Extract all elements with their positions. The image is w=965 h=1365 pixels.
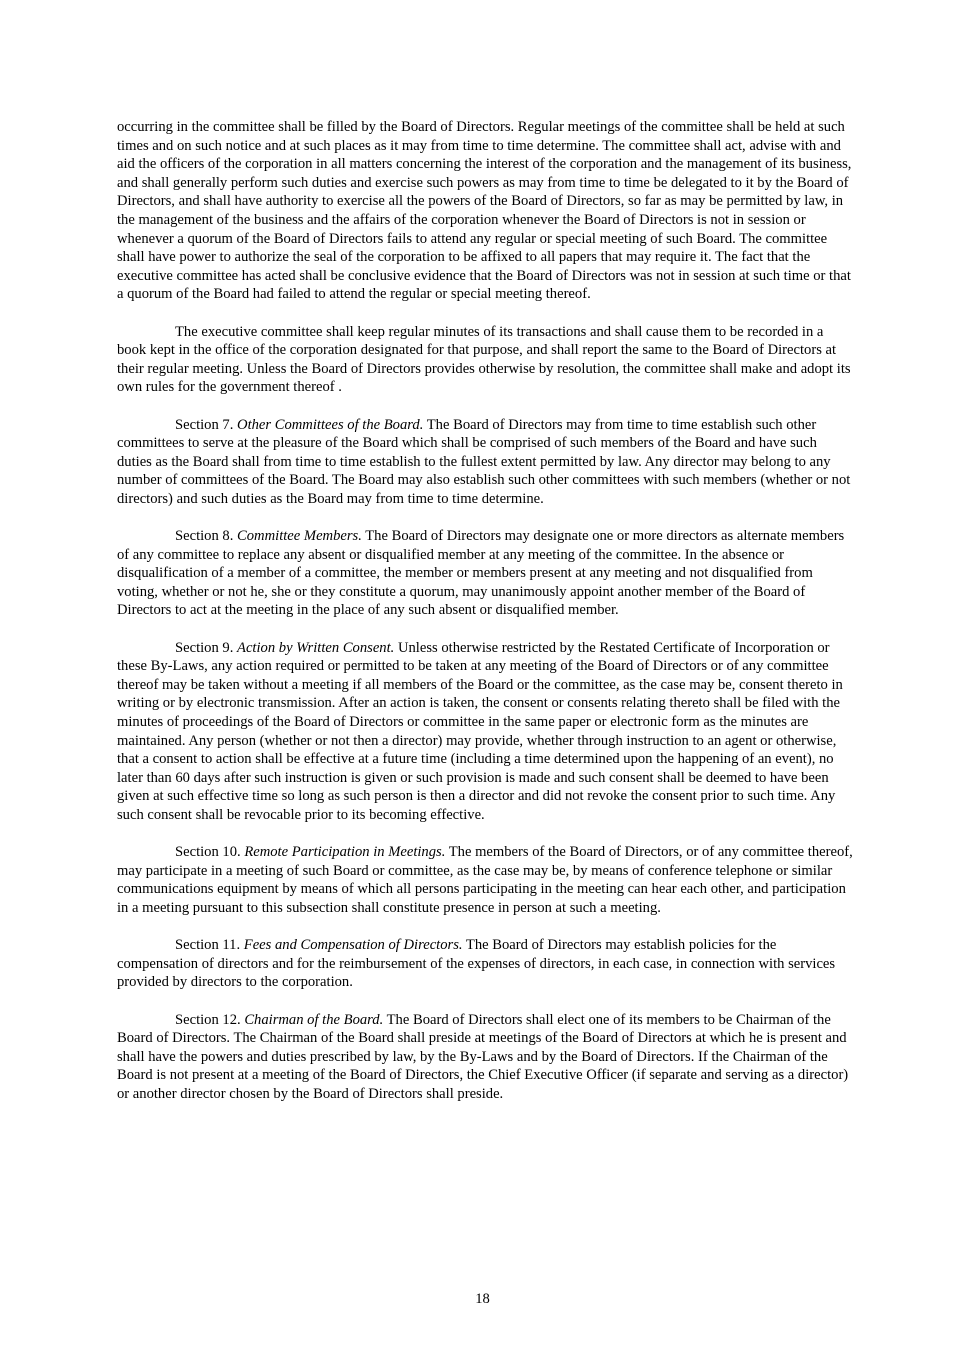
section-number: Section 12. <box>175 1011 245 1028</box>
section-10-remote-participation <box>117 843 855 917</box>
paragraph-text: The Board of Directors may establish policies for the compensation of directors and for the reimbursement of the expenses of directors, in each case, in connection with services provided by directors to the corporation. <box>117 937 836 991</box>
section-9-written-consent <box>117 639 855 825</box>
section-heading: Remote Participation in Meetings. <box>244 844 446 861</box>
section-11-fees-compensation <box>117 936 855 992</box>
paragraph-text: The members of the Board of Directors, or of any committee thereof, may participate in a meeting of such Board or committee, as the case may be, by means of conference telephone or similar communications equipment by means of which all persons participating in the meeting can hear each other, and participation in a meeting pursuant to this subsection shall constitute presence in person at such a meeting. <box>117 844 853 916</box>
section-7-other-committees <box>117 416 855 509</box>
section-heading: Fees and Compensation of Directors. <box>243 937 463 954</box>
section-number: Section 11. <box>175 937 244 954</box>
section-heading: Other Committees of the Board. <box>237 416 424 433</box>
section-number: Section 10. <box>175 844 245 861</box>
section-heading: Chairman of the Board. <box>244 1011 384 1028</box>
section-8-committee-members <box>117 527 855 620</box>
document-page <box>117 118 855 1122</box>
paragraph-executive-committee-minutes <box>117 323 855 397</box>
paragraph-executive-committee-continued <box>117 118 855 304</box>
section-heading: Committee Members. <box>237 528 362 545</box>
section-heading: Action by Written Consent. <box>237 639 395 656</box>
section-12-chairman <box>117 1011 855 1104</box>
page-number: 18 <box>475 1291 490 1307</box>
paragraph-text: Unless otherwise restricted by the Restated Certificate of Incorporation or these By-Laws, any action required or permitted to be taken at any meeting of the Board of Directors or of any committee thereof may be taken without a meeting if all members of the Board or the committee, as the case may be, consent thereto in writing or by electronic transmission. After an action is taken, the consent or consents relating thereto shall be filed with the minutes of proceedings of the Board of Directors or committee in the same paper or electronic form as the minutes are maintained. Any person (whether or not then a director) may provide, whether through instruction to an agent or otherwise, that a consent to action shall be effective at a future time (including a time determined upon the happening of an event), no later than 60 days after such instruction is given or such provision is made and such consent shall be deemed to have been given at such effective time so long as such person is then a director and did not revoke the consent prior to such time. Any such consent shall be revocable prior to its becoming effective. <box>117 639 843 823</box>
section-number: Section 8. <box>175 528 238 545</box>
paragraph-text: occurring in the committee shall be filled by the Board of Directors. Regular meetings of the committee shall be held at such times and on such notice and at such places as it may from time to time determine. The committee shall act, advise with and aid the officers of the corporation in all matters concerning the interest of the corporation and the management of its business, and shall generally perform such duties and exercise such powers as may from time to time be delegated to it by the Board of Directors, and shall have authority to exercise all the powers of the Board of Directors, so far as may be permitted by law, in the management of the business and the affairs of the corporation whenever the Board of Directors is not in session or whenever a quorum of the Board of Directors fails to attend any regular or special meeting of such Board. The committee shall have power to authorize the seal of the corporation to be affixed to all papers that may require it. The fact that the executive committee has acted shall be conclusive evidence that the Board of Directors was not in session at such time or that a quorum of the Board had failed to attend the regular or special meeting thereof. <box>117 119 852 303</box>
section-number: Section 7. <box>175 416 238 433</box>
paragraph-text: The Board of Directors may designate one or more directors as alternate members of any committee to replace any absent or disqualified member at any meeting of the committee. In the absence or disqualification of a member of a committee, the member or members present at any meeting and not disqualified from voting, whether or not he, she or they constitute a quorum, may unanimously appoint another member of the Board of Directors to act at the meeting in the place of any such absent or disqualified member. <box>117 528 845 619</box>
paragraph-text: The Board of Directors may from time to time establish such other committees to serve at the pleasure of the Board which shall be comprised of such members of the Board and have such duties as the Board shall from time to time establish to the fullest extent permitted by law. Any director may belong to any number of committees of the Board. The Board may also establish such other committees with such members (whether or not directors) and such duties as the Board may from time to time determine. <box>117 416 851 507</box>
paragraph-text: The executive committee shall keep regular minutes of its transactions and shall cause them to be recorded in a book kept in the office of the corporation designated for that purpose, and shall report the same to the Board of Directors at their regular meeting. Unless the Board of Directors provides otherwise by resolution, the committee shall make and adopt its own rules for the government thereof . <box>117 323 851 396</box>
paragraph-text: The Board of Directors shall elect one of its members to be Chairman of the Board of Directors. The Chairman of the Board shall preside at meetings of the Board of Directors at which he is present and shall have the powers and duties prescribed by law, by the By-Laws and by the Board of Directors. If the Chairman of the Board is not present at a meeting of the Board of Directors, the Chief Executive Officer (if separate and serving as a director) or another director chosen by the Board of Directors shall preside. <box>117 1011 849 1102</box>
section-number: Section 9. <box>175 639 238 656</box>
